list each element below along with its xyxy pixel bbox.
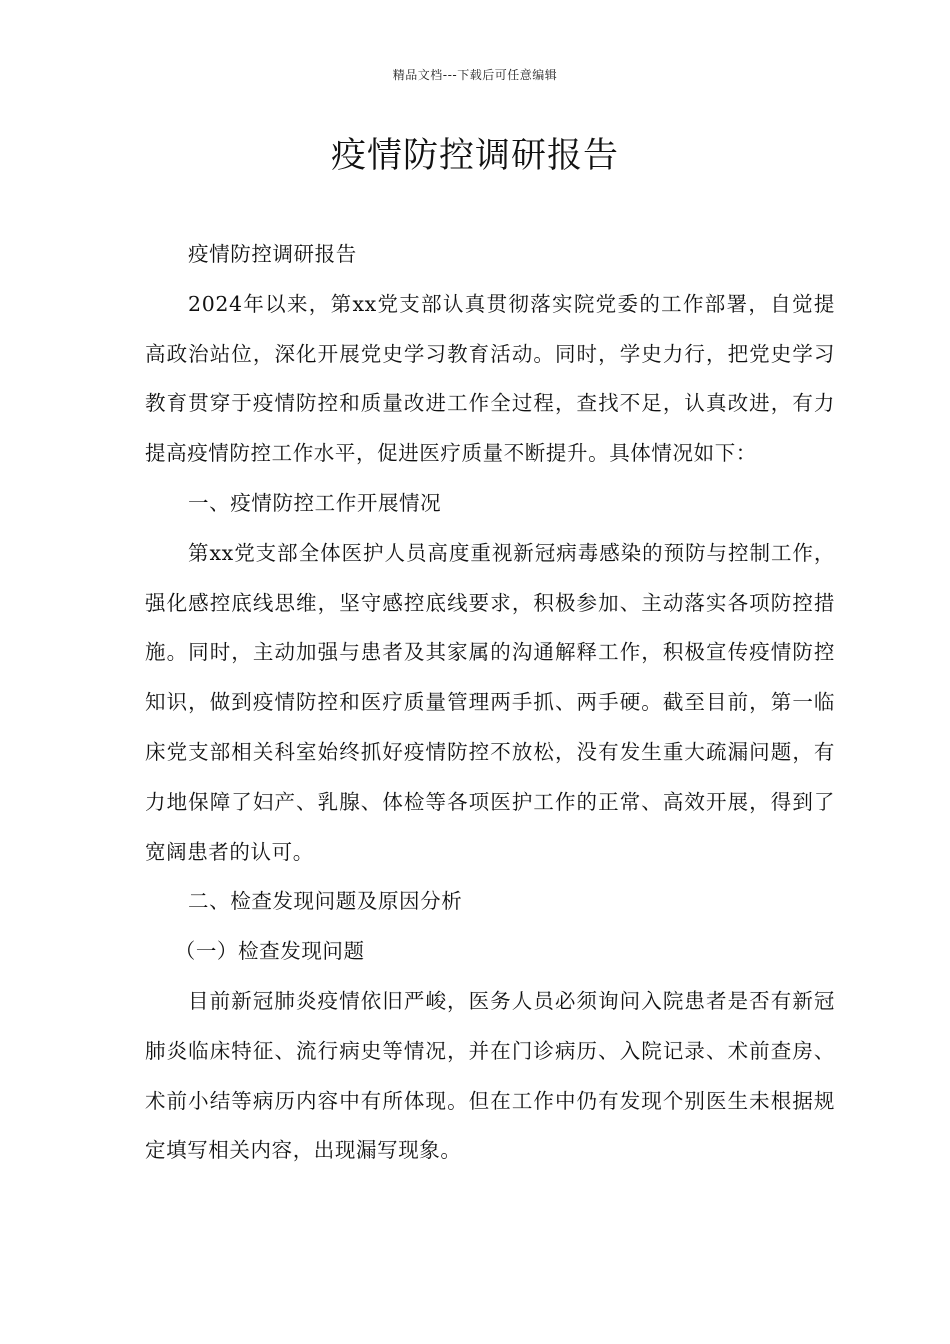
body-heading: 疫情防控调研报告 — [188, 242, 357, 266]
subsection-1-paragraph: 目前新冠肺炎疫情依旧严峻，医务人员必须询问入院患者是否有新冠肺炎临床特征、流行病史等情况，并在门诊病历、入院记录、术前查房、术前小结等病历内容中有所体现。但在工作中仍有发现个别医生未根据规定填写相关内容，出现漏写现象。 — [145, 988, 835, 1163]
section-heading-1: 一、疫情防控工作开展情况 — [188, 490, 442, 515]
header-note: 精品文档---下载后可任意编辑 — [392, 68, 558, 82]
subsection-heading-1: （一）检查发现问题 — [174, 939, 365, 964]
section-1-paragraph: 第xx党支部全体医护人员高度重视新冠病毒感染的预防与控制工作，强化感控底线思维，坚守感控底线要求，积极参加、主动落实各项防控措施。同时，主动加强与患者及其家属的沟通解释工作，积极宣传疫情防控知识，做到疫情防控和医疗质量管理两手抓、两手硬。截至目前，第一临床党支部相关科室始终抓好疫情防控不放松，没有发生重大疏漏问题，有力地保障了妇产、乳腺、体检等各项医护工作的正常、高效开展，得到了宽阔患者的认可。 — [145, 540, 835, 864]
intro-paragraph: 2024年以来，第xx党支部认真贯彻落实院党委的工作部署，自觉提高政治站位，深化开展党史学习教育活动。同时，学史力行，把党史学习教育贯穿于疫情防控和质量改进工作全过程，查找不足，认真改进，有力提高疫情防控工作水平，促进医疗质量不断提升。具体情况如下： — [145, 291, 835, 466]
document-body — [145, 230, 835, 1176]
section-heading-2: 二、检查发现问题及原因分析 — [188, 889, 463, 914]
document-title: 疫情防控调研报告 — [330, 136, 619, 176]
